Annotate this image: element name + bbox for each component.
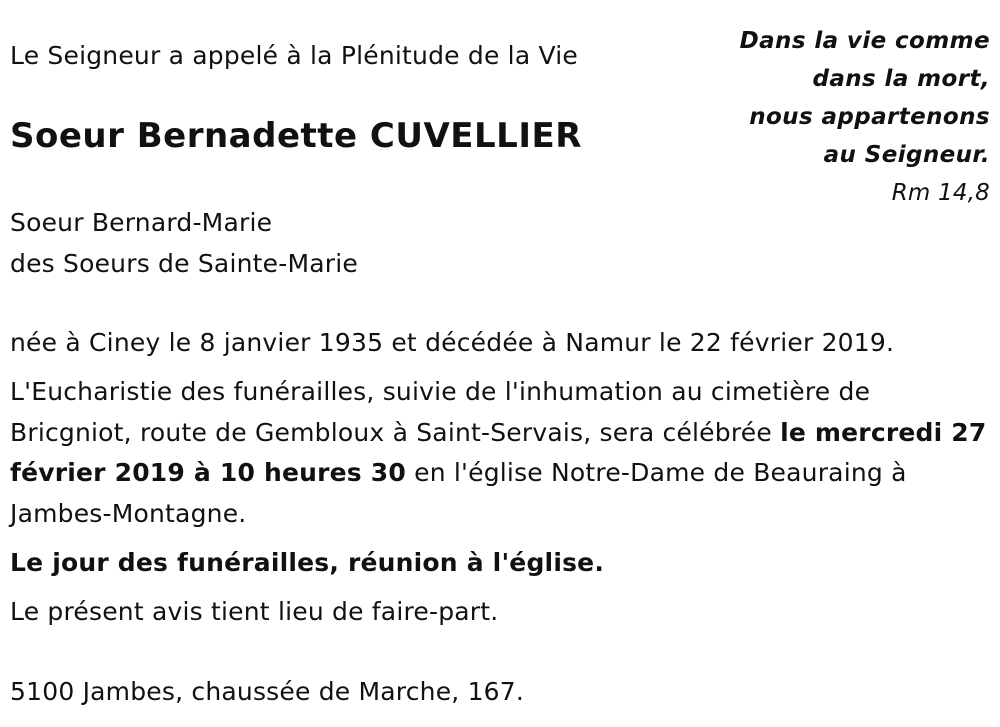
quote-line: nous appartenons bbox=[749, 104, 990, 130]
religious-name: Soeur Bernard-Marie bbox=[10, 208, 273, 237]
funeral-text-after: en l'église Notre-Dame de Beauraing à Jambes-Montagne. bbox=[10, 458, 907, 529]
quote-line: dans la mort, bbox=[812, 66, 990, 92]
quote-line: Dans la vie comme bbox=[739, 28, 990, 54]
congregation: des Soeurs de Sainte-Marie bbox=[10, 249, 358, 278]
scripture-quote bbox=[740, 22, 990, 212]
quote-line: au Seigneur. bbox=[823, 142, 990, 168]
announcement-notice: Le présent avis tient lieu de faire-part. bbox=[10, 597, 499, 626]
funeral-date-time: le mercredi 27 février 2019 à 10 heures 30 bbox=[10, 417, 987, 488]
address: 5100 Jambes, chaussée de Marche, 167. bbox=[10, 677, 525, 706]
birth-death-dates: née à Ciney le 8 janvier 1935 et décédée à Namur le 22 février 2019. bbox=[10, 328, 895, 357]
deceased-name: Soeur Bernadette CUVELLIER bbox=[10, 116, 582, 156]
funeral-paragraph bbox=[10, 372, 995, 535]
intro-text: Le Seigneur a appelé à la Plénitude de la Vie bbox=[10, 41, 578, 70]
quote-reference: Rm 14,8 bbox=[891, 180, 990, 206]
funeral-text-before: L'Eucharistie des funérailles, suivie de l'inhumation au cimetière de Bricgniot, route de Gembloux à Saint-Servais, sera célébrée bbox=[10, 377, 871, 447]
meeting-notice: Le jour des funérailles, réunion à l'église. bbox=[10, 548, 605, 577]
